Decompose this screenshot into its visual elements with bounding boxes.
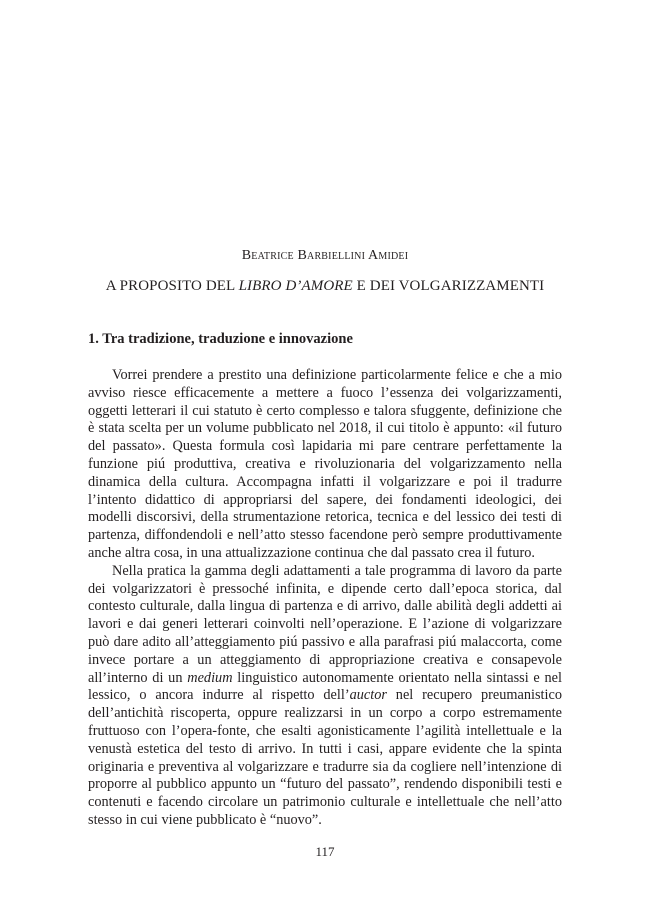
paragraph-2-text-3: nel recupero preumanistico dell’antichità riscoperta, oppure realizzarsi in un corpo a corpo estremamente fruttuoso con l’opera-fonte, che esalti agonisticamente l’agilità intellettuale e la venustà estetica del testo di arrivo. In tutti i casi, appare evidente che la spinta originaria e preventiva al volgarizzare e tradurre sia da cogliere nell’intenzione di proporre al pubblico appunto un “futuro del passato”, rendendo disponibili testi e contenuti e facendo circolare un patrimonio culturale e intellettuale che nell’atto stesso in cui viene pubblicato è “nuovo”. — [88, 687, 562, 828]
article-title — [0, 278, 650, 295]
article-body — [88, 367, 562, 830]
page-number: 117 — [315, 844, 335, 859]
title-part-1: A PROPOSITO DEL — [105, 278, 239, 294]
section-heading: 1. Tra tradizione, traduzione e innovazione — [88, 331, 353, 347]
paragraph-2-italic-2: auctor — [349, 687, 387, 704]
paragraph-2 — [88, 563, 562, 830]
article-author: Beatrice Barbiellini Amidei — [241, 248, 409, 263]
paragraph-2-text-1: Nella pratica la gamma degli adattamenti a tale programma di lavoro da parte dei volgarizzatori è pressoché infinita, e dipende certo dall’epoca storica, dal contesto culturale, dalla lingua di partenza e di arrivo, dalle abilità degli addetti ai lavori e dai generi letterari coinvolti nell’operazione. E l’azione di volgarizzare può dare adito all’atteggiamento piú passivo e alla parafrasi piú malaccorta, come invece portare a un atteggiamento di appropriazione creativa e consapevole all’interno di un — [88, 562, 562, 686]
title-italic-work: LIBRO D’AMORE — [238, 278, 353, 294]
paragraph-2-italic-1: medium — [187, 669, 233, 686]
paragraph-1: Vorrei prendere a prestito una definizione particolarmente felice e che a mio avviso riesce efficacemente a mettere a fuoco l’essenza dei volgarizzamenti, oggetti letterari il cui statuto è certo complesso e talora sfuggente, definizione che è stata scelta per un volume pubblicato nel 2018, il cui titolo è appunto: «il futuro del passato». Questa formula così lapidaria mi pare centrare perfettamente la funzione piú produttiva, creativa e rivoluzionaria del volgarizzamento nella dinamica della cultura. Accompagna infatti il volgarizzare e poi il tradurre l’intento didattico di appropriarsi del sapere, dei fondamenti ideologici, dei modelli discorsivi, della strumentazione retorica, tecnica e del lessico dei testi di partenza, diffondendoli e nell’atto stesso facendone però sempre produttivamente anche altra cosa, in una attualizzazione continua che dal passato crea il futuro. — [88, 367, 562, 561]
title-part-2: E DEI VOLGARIZZAMENTI — [352, 278, 545, 294]
paragraph-2-text-2: linguistico autonomamente orientato nella sintassi e nel lessico, o ancora indurre al rispetto dell’ — [88, 669, 563, 704]
